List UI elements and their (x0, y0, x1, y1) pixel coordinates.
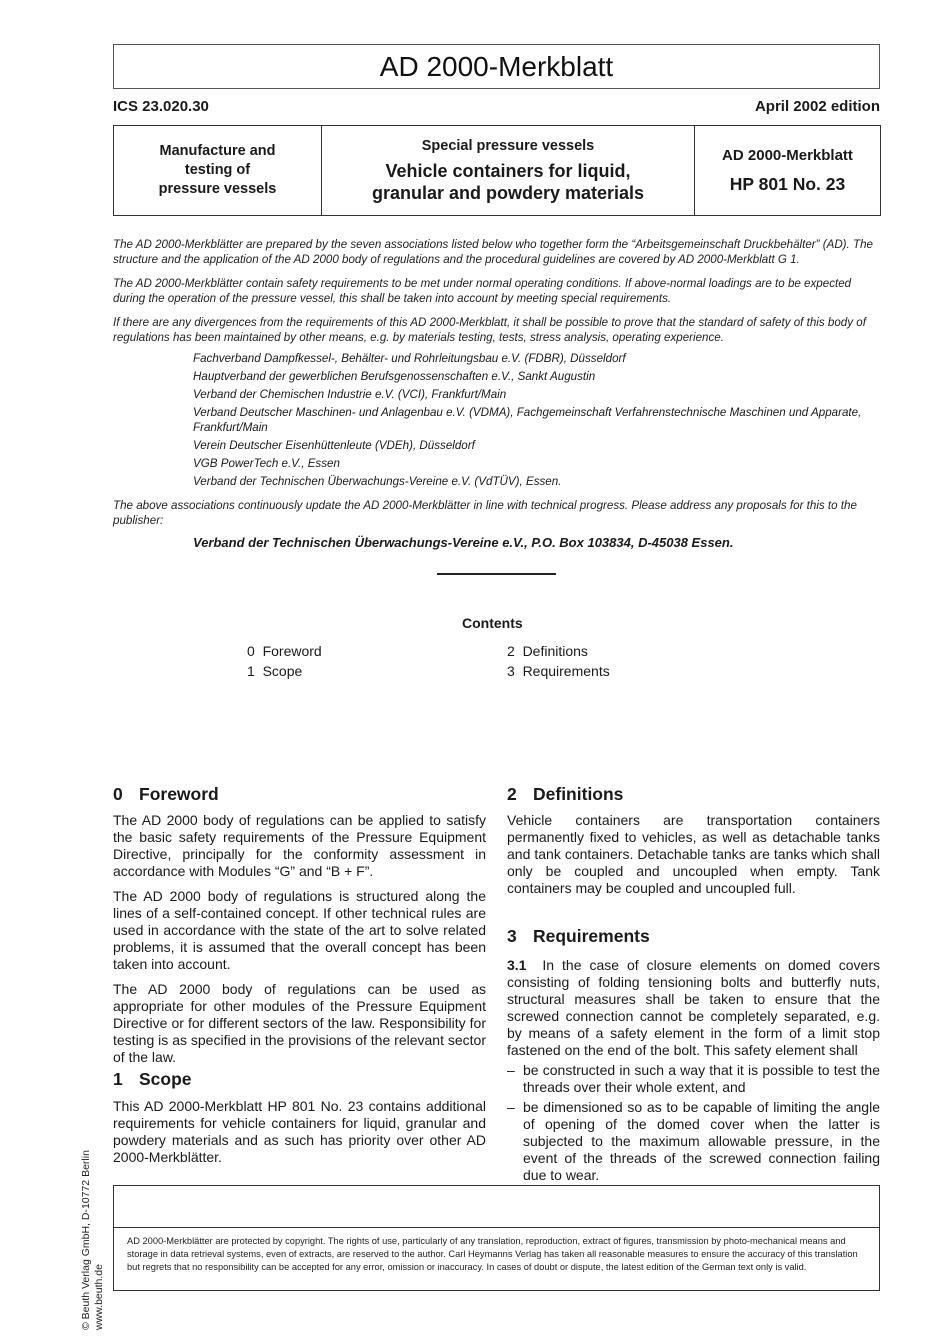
contents-entry: 1 Scope (247, 663, 303, 679)
body-paragraph: This AD 2000-Merkblatt HP 801 No. 23 contains additional requirements for vehicle containers for liquid, granular and powdery materials and as such has priority over other AD 2000-Merkblätter. (113, 1098, 486, 1165)
ics-code: ICS 23.020.30 (113, 98, 209, 115)
code-cell (695, 126, 880, 215)
document-title: AD 2000-Merkblatt (113, 44, 880, 89)
publisher-address: Verband der Technischen Überwachungs-Vereine e.V., P.O. Box 103834, D-45038 Essen. (193, 535, 734, 550)
list-item (507, 1099, 880, 1184)
section-divider (437, 573, 556, 575)
dash-bullet: – (507, 1062, 515, 1078)
clause-text: In the case of closure elements on domed covers consisting of folding tensioning bolts and butterfly nuts, structural measures shall be taken to ensure that the screwed connection cannot be completely separated, e.g. by means of a safety element in the form of a limit stop fastened on the end of the bolt. This safety element shall (507, 957, 880, 1058)
association-item: Hauptverband der gewerblichen Berufsgenossenschaften e.V., Sankt Augustin (193, 370, 596, 383)
side-imprint (80, 1150, 106, 1330)
contents-column (247, 641, 322, 681)
category-cell (114, 126, 322, 215)
foreword-body (113, 812, 486, 1074)
section-heading-foreword (113, 784, 219, 805)
section-title: Definitions (533, 784, 624, 804)
header-table (113, 125, 881, 216)
scope-body (113, 1098, 486, 1174)
definitions-body (507, 812, 880, 905)
association-item: Verband der Chemischen Industrie e.V. (VCI), Frankfurt/Main (193, 388, 507, 401)
body-paragraph: The AD 2000 body of regulations can be used as appropriate for other modules of the Pressure Equipment Directive or for different sectors of the law. Responsibility for testing is as specified in the provisions of the relevant sector of the law. (113, 981, 486, 1065)
dash-bullet: – (507, 1099, 515, 1115)
list-item-text: be constructed in such a way that it is possible to test the threads over their whole extent, and (523, 1062, 880, 1095)
side-imprint-line: www.beuth.de (93, 1264, 105, 1330)
side-imprint-line: © Beuth Verlag GmbH, D-10772 Berlin (80, 1150, 92, 1330)
section-heading-definitions (507, 784, 623, 805)
association-item: Fachverband Dampfkessel-, Behälter- und Rohrleitungsbau e.V. (FDBR), Düsseldorf (193, 352, 626, 365)
clause-number: 3.1 (507, 957, 527, 973)
footer-box (113, 1185, 880, 1291)
subject-title-line: Vehicle containers for liquid, (385, 160, 631, 181)
section-number: 0 (113, 784, 123, 804)
contents-entry: 2 Definitions (507, 643, 588, 659)
contents-column (507, 641, 610, 681)
section-title: Requirements (533, 926, 650, 946)
section-heading-scope (113, 1069, 192, 1090)
intro-paragraph: The above associations continuously update the AD 2000-Merkblätter in line with technical progress. Please address any proposals for this to the publisher: (113, 499, 857, 527)
edition-date: April 2002 edition (754, 98, 880, 115)
contents-entry: 3 Requirements (507, 663, 610, 679)
intro-paragraph: The AD 2000-Merkblätter are prepared by the seven associations listed below who together form the “Arbeitsgemeinschaft Druckbehälter” (AD). The structure and the application of the AD 2000 body of regulations and the procedural guidelines are covered by AD 2000-Merkblatt G 1. (113, 238, 873, 266)
subject-cell (322, 126, 695, 215)
association-item: Verband der Technischen Überwachungs-Vereine e.V. (VdTÜV), Essen. (193, 475, 562, 488)
intro-paragraph: If there are any divergences from the requirements of this AD 2000-Merkblatt, it shall be possible to prove that the standard of safety of this body of regulations has been maintained by other means, e.g. by materials testing, tests, stress analysis, operating experience. (113, 316, 866, 344)
contents-heading: Contents (462, 615, 523, 631)
section-title: Scope (139, 1069, 192, 1089)
subject-title-line: granular and powdery materials (371, 182, 645, 203)
copyright-notice: AD 2000-Merkblätter are protected by copyright. The rights of use, particularly of any translation, reproduction, extract of figures, transmission by photo-mechanical means and storage in data retrieval systems, even of extracts, are reserved to the author. Carl Heymanns Verlag has taken all reasonable measures to ensure the accuracy of this translation but regrets that no responsibility can be accepted for any error, omission or inaccuracy. In cases of doubt or dispute, the latest edition of the German text only is valid. (113, 1227, 880, 1292)
section-number: 3 (507, 926, 517, 946)
contents-entry: 0 Foreword (247, 643, 322, 659)
association-item: VGB PowerTech e.V., Essen (193, 457, 340, 470)
category-line: Manufacture and (159, 143, 276, 159)
code-series: AD 2000-Merkblatt (722, 146, 853, 164)
section-heading-requirements (507, 926, 650, 947)
category-line: testing of (184, 162, 251, 178)
body-paragraph: The AD 2000 body of regulations can be applied to satisfy the basic safety requirements of the Pressure Equipment Directive, principally for the conformity assessment in accordance with Modules “G” and “B + F”. (113, 812, 486, 879)
association-item: Verein Deutscher Eisenhüttenleute (VDEh), Düsseldorf (193, 439, 475, 452)
intro-paragraph: The AD 2000-Merkblätter contain safety requirements to be met under normal operating conditions. If above-normal loadings are to be expected during the operation of the pressure vessel, this shall be taken into account by meeting special requirements. (113, 277, 852, 305)
list-item (507, 1062, 880, 1096)
code-number: HP 801 No. 23 (729, 173, 846, 194)
list-item-text: be dimensioned so as to be capable of limiting the angle of opening of the domed cover when the latter is subjected to the maximum allowable pressure, in the event of the threads of the screwed connection failing due to wear. (523, 1099, 880, 1183)
association-item: Verband Deutscher Maschinen- und Anlagenbau e.V. (VDMA), Fachgemeinschaft Verfahrenstechnische Maschinen und Apparate, Frankfurt/Main (193, 406, 862, 434)
body-paragraph: The AD 2000 body of regulations is structured along the lines of a self-contained concept. If other technical rules are used in accordance with the state of the art to solve related problems, it is assumed that the overall concept has been taken into account. (113, 888, 486, 972)
section-title: Foreword (139, 784, 219, 804)
body-paragraph: Vehicle containers are transportation containers permanently fixed to vehicles, as well as detachable tanks and tank containers. Detachable tanks are tanks which shall only be coupled and uncoupled when empty. Tank containers may be coupled and uncoupled full. (507, 812, 880, 896)
association-list (193, 351, 883, 492)
clause-paragraph (507, 957, 880, 1059)
subject-subtitle: Special pressure vessels (421, 137, 595, 154)
section-number: 2 (507, 784, 517, 804)
section-number: 1 (113, 1069, 123, 1089)
requirements-body (507, 957, 880, 1187)
category-line: pressure vessels (158, 181, 277, 197)
